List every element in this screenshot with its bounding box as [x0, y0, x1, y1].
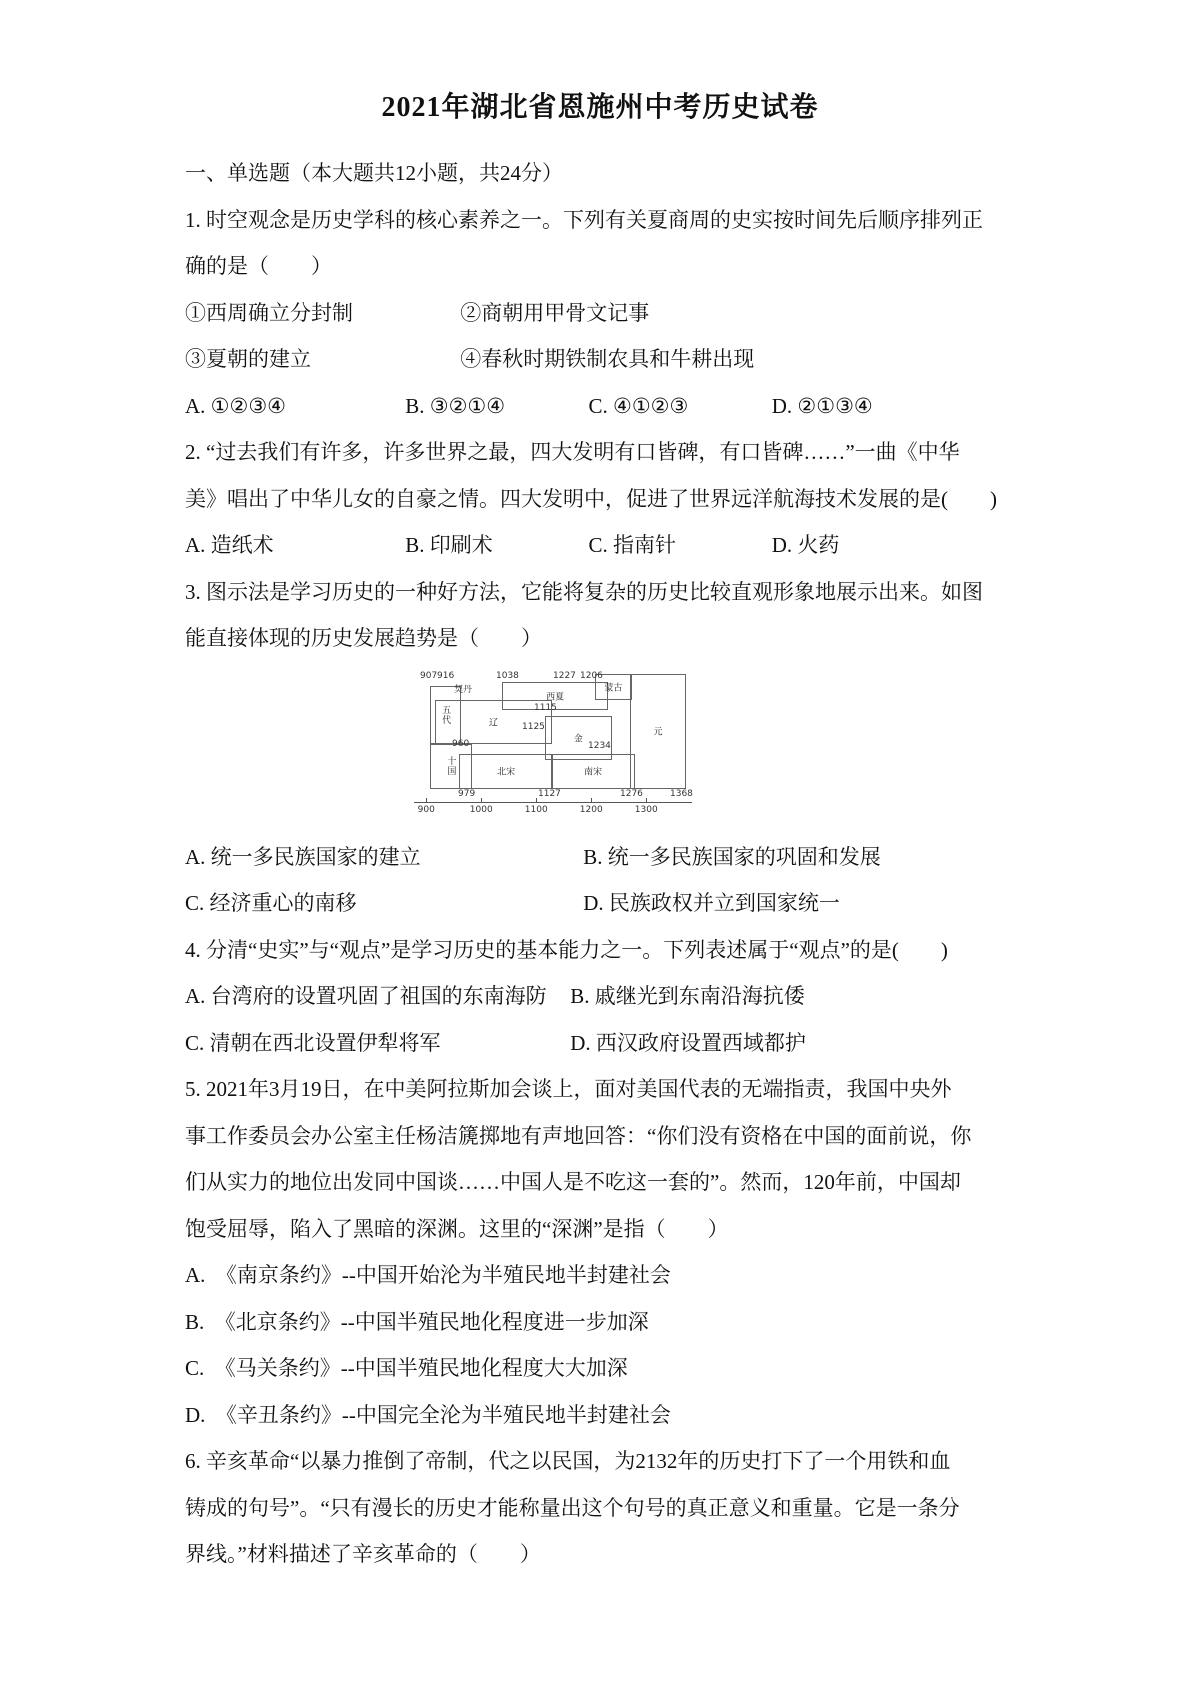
diagram-year-label: 1127	[538, 788, 561, 799]
axis-tick	[536, 798, 537, 803]
axis-tick	[646, 798, 647, 803]
diagram-year-label: 1227	[553, 670, 576, 681]
dynasty-box-label: 五代	[440, 704, 451, 725]
dynasty-box-label: 辽	[489, 718, 499, 728]
q1-item-3: ③夏朝的建立	[185, 347, 311, 371]
dynasty-box	[459, 754, 553, 789]
dynasty-diagram	[410, 670, 710, 824]
q5-choice-a: A. 《南京条约》--中国开始沦为半殖民地半封建社会	[185, 1263, 671, 1287]
q4-choice-c: C. 清朝在西北设置伊犁将军	[185, 1030, 441, 1055]
q3-text-line-1: 3. 图示法是学习历史的一种好方法，它能将复杂的历史比较直观形象地展示出来。如图	[185, 579, 983, 604]
diagram-year-label: 960	[452, 738, 470, 749]
q4-choices-row-2	[185, 1020, 1015, 1067]
axis-tick-label: 900	[417, 804, 435, 815]
axis-tick-label: 1100	[524, 804, 548, 815]
q5-text-line-1: 5. 2021年3月19日，在中美阿拉斯加会谈上，面对美国代表的无端指责，我国中央外	[185, 1077, 952, 1101]
q5-text-line-4: 饱受屈辱，陷入了黑暗的深渊。这里的“深渊”是指（ ）	[185, 1216, 729, 1241]
q2-choice-b: B. 印刷术	[405, 533, 493, 557]
q1-item-4: ④春秋时期铁制农具和牛耕出现	[460, 347, 755, 371]
q2-text-line-2: 美》唱出了中华儿女的自豪之情。四大发明中，促进了世界远洋航海技术发展的是( )	[185, 486, 997, 511]
q6-text-line-2: 铸成的句号”。“只有漫长的历史才能称量出这个句号的真正意义和重量。它是一条分	[185, 1495, 960, 1520]
q3-choices-row-2	[185, 880, 1015, 927]
q5-text-line-2: 事工作委员会办公室主任杨洁篪掷地有声地回答：“你们没有资格在中国的面前说，你	[185, 1123, 972, 1148]
q2-choice-c: C. 指南针	[588, 533, 677, 557]
dynasty-box	[630, 674, 685, 789]
axis-tick	[591, 798, 592, 803]
q4-choice-b: B. 戚继光到东南沿海抗倭	[570, 984, 805, 1008]
q3-choice-d: D. 民族政权并立到国家统一	[583, 891, 840, 915]
section-heading: 一、单选题（本大题共12小题，共24分）	[185, 161, 563, 185]
dynasty-box-label: 西夏	[546, 692, 565, 702]
q2-choice-a: A. 造纸术	[185, 533, 274, 557]
q2-text-line-1: 2. “过去我们有许多，许多世界之最，四大发明有口皆碑，有口皆碑……”一曲《中华	[185, 440, 960, 464]
diagram-year-label: 契丹	[454, 684, 473, 695]
axis-tick	[481, 798, 482, 803]
axis-tick-label: 1000	[469, 804, 493, 815]
axis-tick-label: 1300	[634, 804, 658, 815]
diagram-year-label: 907	[420, 670, 438, 681]
diagram-year-label: 1115	[534, 702, 557, 713]
dynasty-box-label: 金	[573, 734, 583, 744]
q1-item-2: ②商朝用甲骨文记事	[460, 300, 650, 325]
q6-text-line-3: 界线。”材料描述了辛亥革命的（ ）	[185, 1542, 541, 1566]
axis-tick	[426, 798, 427, 803]
diagram-year-label: 979	[458, 788, 476, 799]
q4-text-line-1: 4. 分清“史实”与“观点”是学习历史的基本能力之一。下列表述属于“观点”的是( )	[185, 937, 948, 962]
q1-items-row-2	[185, 336, 1015, 383]
diagram-x-axis	[414, 802, 692, 803]
diagram-year-label: 1038	[496, 670, 519, 681]
q4-choice-d: D. 西汉政府设置西域都护	[570, 1030, 806, 1055]
q1-items-row-1	[185, 290, 1015, 337]
q5-choice-d: D. 《辛丑条约》--中国完全沦为半殖民地半封建社会	[185, 1402, 671, 1427]
q2-choice-d: D. 火药	[771, 533, 840, 557]
q2-choices	[185, 522, 1015, 569]
page-title: 2021年湖北省恩施州中考历史试卷	[381, 92, 819, 123]
q4-choice-a: A. 台湾府的设置巩固了祖国的东南海防	[185, 984, 547, 1008]
q3-choice-b: B. 统一多民族国家的巩固和发展	[583, 844, 881, 869]
diagram-year-label: 1276	[620, 788, 643, 799]
diagram-year-label: 1368	[670, 788, 693, 799]
axis-tick-label: 1200	[579, 804, 603, 815]
q1-text-line-1: 1. 时空观念是历史学科的核心素养之一。下列有关夏商周的史实按时间先后顺序排列正	[185, 207, 983, 232]
diagram-year-label: 1206	[580, 670, 603, 681]
dynasty-box-label: 十国	[445, 756, 456, 776]
q3-choices-row-1	[185, 834, 1015, 881]
dynasty-box-label: 蒙古	[604, 683, 623, 693]
q5-choice-c: C. 《马关条约》--中国半殖民地化程度大大加深	[185, 1356, 628, 1380]
q6-text-line-1: 6. 辛亥革命“以暴力推倒了帝制，代之以民国，为2132年的历史打下了一个用铁和血	[185, 1449, 951, 1473]
q1-choices	[185, 383, 1015, 430]
dynasty-box	[551, 754, 635, 789]
q5-choice-b: B. 《北京条约》--中国半殖民地化程度进一步加深	[185, 1309, 649, 1334]
dynasty-box-label: 元	[653, 727, 663, 738]
q1-choice-a: A. ①②③④	[185, 393, 286, 418]
diagram-year-label: 1125	[522, 721, 545, 732]
q3-choice-c: C. 经济重心的南移	[185, 891, 357, 915]
q1-item-1: ①西周确立分封制	[185, 300, 353, 325]
q1-choice-c: C. ④①②③	[588, 393, 689, 418]
q3-choice-a: A. 统一多民族国家的建立	[185, 844, 421, 869]
q1-choice-b: B. ③②①④	[405, 393, 506, 418]
q1-text-line-2: 确的是（ ）	[185, 254, 332, 278]
diagram-year-label: 916	[437, 670, 455, 681]
q3-text-line-2: 能直接体现的历史发展趋势是（ ）	[185, 626, 542, 650]
dynasty-box-label: 北宋	[497, 767, 516, 778]
q4-choices-row-1	[185, 973, 1015, 1020]
diagram-year-label: 1234	[588, 740, 611, 751]
q1-choice-d: D. ②①③④	[771, 393, 873, 418]
q5-text-line-3: 们从实力的地位出发同中国谈……中国人是不吃这一套的”。然而，120年前，中国却	[185, 1170, 961, 1194]
dynasty-box-label: 南宋	[584, 767, 603, 778]
